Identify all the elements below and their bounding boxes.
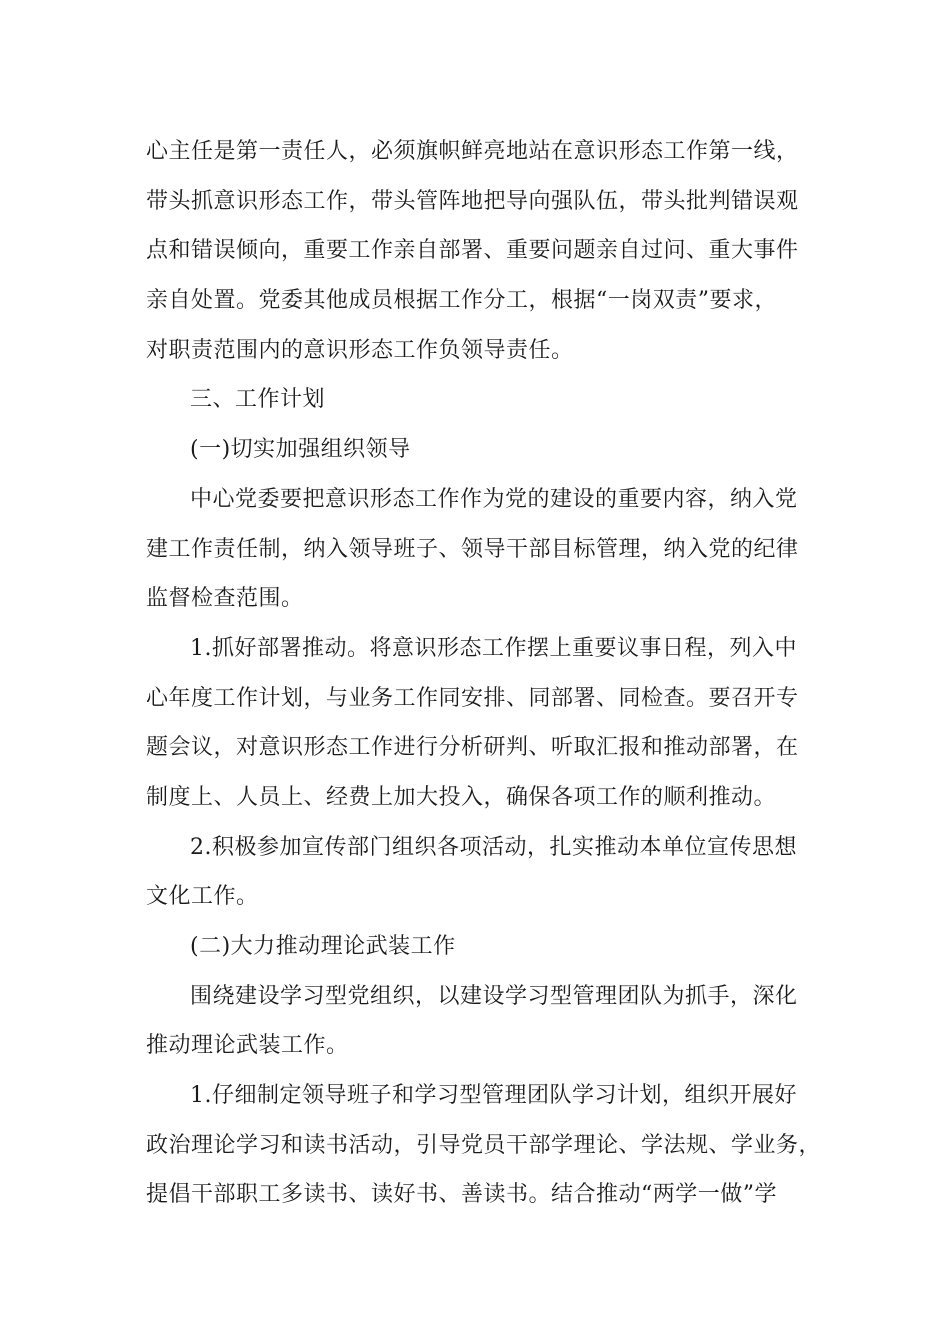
text-line: 对职责范围内的意识形态工作负领导责任。 — [146, 337, 574, 363]
text-line: 围绕建设学习型党组织，以建设学习型管理团队为抓手，深化 — [190, 983, 798, 1009]
text-line: 2.积极参加宣传部门组织各项活动，扎实推动本单位宣传思想 — [190, 834, 797, 860]
text-line: 题会议，对意识形态工作进行分析研判、听取汇报和推动部署，在 — [146, 735, 799, 761]
text-line: 推动理论武装工作。 — [146, 1033, 349, 1059]
text-line: 心主任是第一责任人，必须旗帜鲜亮地站在意识形态工作第一线， — [146, 139, 799, 164]
text-line: 建工作责任制，纳入领导班子、领导干部目标管理，纳入党的纪律 — [146, 536, 799, 562]
text-line: 心年度工作计划，与业务工作同安排、同部署、同检查。要召开专 — [146, 685, 799, 711]
text-line: 中心党委要把意识形态工作作为党的建设的重要内容，纳入党 — [190, 486, 798, 512]
text-line: 制度上、人员上、经费上加大投入，确保各项工作的顺利推动。 — [146, 784, 777, 810]
text-line: 1.抓好部署推动。将意识形态工作摆上重要议事日程，列入中 — [190, 635, 797, 661]
text-line: 1.仔细制定领导班子和学习型管理团队学习计划，组织开展好 — [190, 1083, 797, 1109]
text-line: 点和错误倾向，重要工作亲自部署、重要问题亲自过问、重大事件 — [146, 238, 799, 264]
text-line: 监督检查范围。 — [146, 586, 304, 612]
text-line: 带头抓意识形态工作，带头管阵地把导向强队伍，带头批判错误观 — [146, 188, 799, 214]
subsection-heading: (二)大力推动理论武装工作 — [190, 934, 456, 959]
section-heading: 三、工作计划 — [190, 387, 326, 413]
text-line: 提倡干部职工多读书、读好书、善读书。结合推动“两学一做”学 — [146, 1182, 777, 1208]
document-body — [146, 127, 826, 1220]
text-line: 文化工作。 — [146, 884, 259, 910]
text-line: 政治理论学习和读书活动，引导党员干部学理论、学法规、学业务， — [146, 1132, 822, 1158]
subsection-heading: (一)切实加强组织领导 — [190, 437, 411, 463]
text-line: 亲自处置。党委其他成员根据工作分工，根据“一岗双责”要求， — [146, 288, 777, 314]
